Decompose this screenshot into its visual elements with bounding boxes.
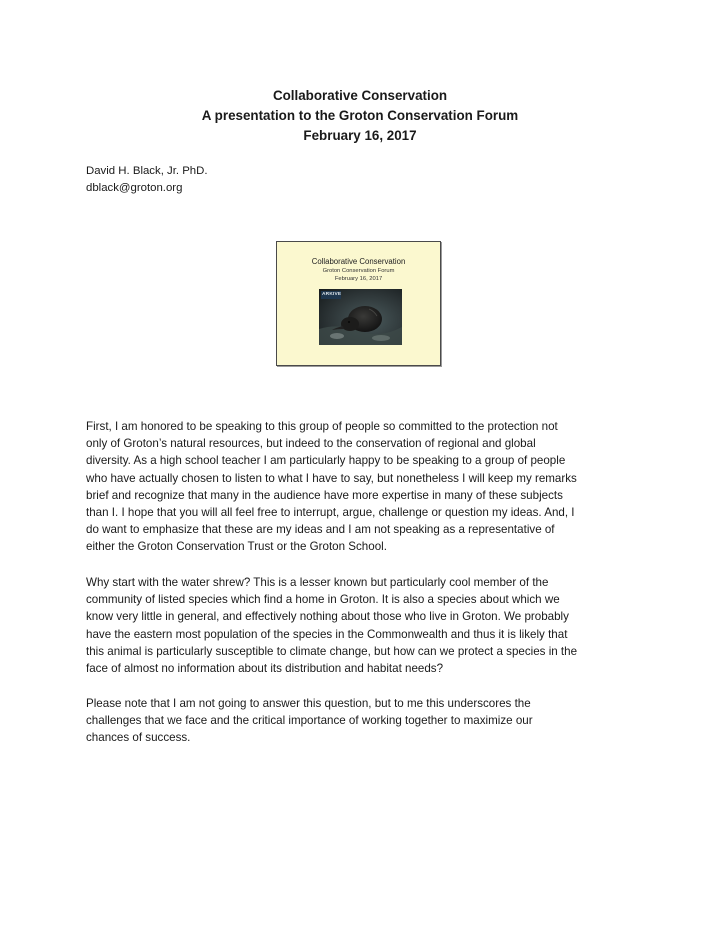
paragraph-line: either the Groton Conservation Trust or the Groton School.: [86, 540, 387, 554]
slide-title: Collaborative Conservation: [311, 257, 406, 266]
paragraph-line: chances of success.: [86, 731, 191, 745]
paragraph-line: community of listed species which find a home in Groton. It is also a species about which we: [86, 593, 560, 607]
paragraph-line: challenges that we face and the critical importance of working together to maximize our: [86, 714, 533, 728]
slide-thumbnail: [276, 241, 441, 366]
paragraph-line: brief and recognize that many in the audience have more expertise in many of these subjects: [86, 488, 563, 502]
paragraph-1: [86, 418, 646, 556]
paragraph-line: First, I am honored to be speaking to this group of people so committed to the protection not: [86, 420, 558, 433]
paragraph-line: know very little in general, and effectively nothing about those who live in Groton. We probably: [86, 610, 569, 624]
water-shrew-photo: [319, 289, 402, 345]
document-date: February 16, 2017: [303, 128, 417, 143]
document-title: Collaborative Conservation: [272, 88, 448, 103]
slide-date: February 16, 2017: [334, 276, 383, 282]
paragraph-line: only of Groton’s natural resources, but indeed to the conservation of regional and global: [86, 437, 536, 451]
paragraph-2: [86, 574, 646, 677]
paragraph-line: who have actually chosen to listen to what I have to say, but nonetheless I will keep my remarks: [86, 471, 577, 485]
paragraph-line: have the eastern most population of the species in the Commonwealth and thus it is likely that: [86, 627, 568, 641]
author-block: [86, 163, 208, 197]
author-name: David H. Black, Jr. PhD.: [86, 165, 208, 177]
paragraph-3: [86, 695, 646, 747]
document-header: [0, 86, 720, 146]
paragraph-line: Please note that I am not going to answer this question, but to me this underscores the: [86, 697, 531, 710]
document-subtitle: A presentation to the Groton Conservation Forum: [201, 108, 519, 123]
paragraph-line: face of almost no information about its distribution and habitat needs?: [86, 662, 444, 676]
paragraph-line: Why start with the water shrew? This is a lesser known but particularly cool member of the: [86, 576, 549, 589]
slide-subtitle: Groton Conservation Forum: [322, 268, 395, 274]
paragraph-line: than I. I hope that you will all feel free to interrupt, argue, challenge or question my ideas. And, I: [86, 506, 575, 520]
paragraph-line: this animal is particularly susceptible to climate change, but how can we protect a species in the: [86, 644, 578, 658]
paragraph-line: diversity. As a high school teacher I am particularly happy to be speaking to a group of people: [86, 454, 566, 468]
author-email: dblack@groton.org: [86, 182, 183, 194]
photo-watermark-logo: ARKIVE: [322, 292, 342, 297]
paragraph-line: do want to emphasize that these are my ideas and I am not speaking as a representative of: [86, 523, 555, 537]
